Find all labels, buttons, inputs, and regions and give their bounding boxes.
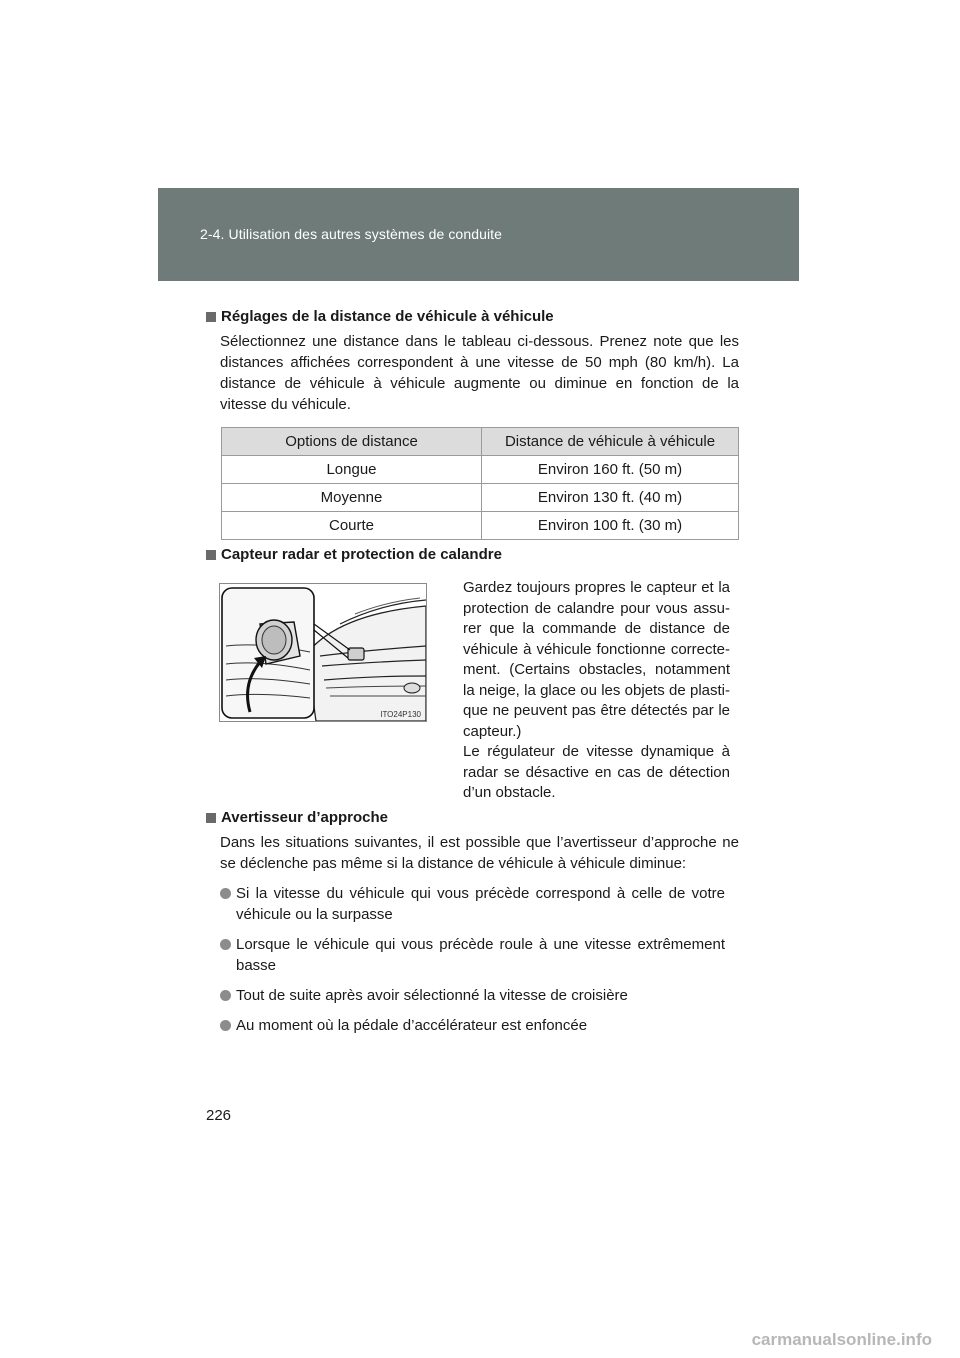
table-header-row: [222, 428, 739, 456]
table-cell: Courte: [222, 512, 482, 540]
table-header-cell: Distance de véhicule à véhicule: [482, 428, 739, 456]
circle-bullet-icon: [220, 939, 231, 950]
radar-sensor-paragraph: Le régulateur de vitesse dynamique à radar se désactive en cas de détection d’un obstacle.: [463, 743, 730, 801]
list-item: [220, 985, 739, 1006]
section-title-text: Capteur radar et protection de calandre: [221, 546, 502, 563]
square-bullet-icon: [206, 813, 216, 823]
section-radar-sensor: [206, 545, 739, 565]
list-item: [220, 883, 739, 925]
list-item-text: Lorsque le véhicule qui vous précède roule à une vitesse extrêmement basse: [236, 936, 725, 974]
radar-sensor-illustration: [219, 583, 427, 722]
list-item: [220, 934, 739, 976]
section-paragraph: Sélectionnez une distance dans le tableau ci-dessous. Prenez note que les distances affichées correspondent à une vitesse de 50 mph (80 km/h). La distance de véhicule à véhicule augmente ou diminue en fonction de la vitesse du véhicule.: [220, 333, 739, 413]
table-row: [222, 456, 739, 484]
section-approach-warning: [206, 808, 739, 1036]
car-front-radar-drawing: [220, 584, 426, 721]
watermark: carmanualsonline.info: [751, 1330, 932, 1349]
figure-code: ITO24P130: [380, 710, 421, 719]
circle-bullet-icon: [220, 888, 231, 899]
table-cell: Environ 160 ft. (50 m): [482, 456, 739, 484]
table-cell: Moyenne: [222, 484, 482, 512]
square-bullet-icon: [206, 550, 216, 560]
table-row: [222, 484, 739, 512]
table-cell: Longue: [222, 456, 482, 484]
square-bullet-icon: [206, 312, 216, 322]
page-number: 226: [206, 1107, 232, 1124]
radar-sensor-text: [463, 578, 730, 804]
distance-table: [221, 427, 739, 540]
section-header-band: [158, 188, 799, 281]
section-title: [206, 545, 739, 565]
radar-sensor-paragraph: Gardez toujours propres le capteur et la protection de calandre pour vous assu-rer que la commande de distance de véhicule à véhicule fonctionne correcte-ment. (Certains obstacles, notamment la neige, la glace ou les objets de plasti-que ne peuvent pas être détectés par le capteur.): [463, 579, 730, 740]
list-item-text: Tout de suite après avoir sélectionné la vitesse de croisière: [236, 987, 628, 1004]
circle-bullet-icon: [220, 1020, 231, 1031]
section-title-text: Réglages de la distance de véhicule à véhicule: [221, 308, 554, 325]
table-cell: Environ 130 ft. (40 m): [482, 484, 739, 512]
circle-bullet-icon: [220, 990, 231, 1001]
section-title: [206, 808, 739, 828]
table-header-cell: Options de distance: [222, 428, 482, 456]
section-header-title: 2-4. Utilisation des autres systèmes de conduite: [200, 226, 503, 242]
section-title: [206, 307, 739, 327]
list-item: [220, 1015, 739, 1036]
list-item-text: Au moment où la pédale d’accélérateur est enfoncée: [236, 1017, 588, 1034]
list-item-text: Si la vitesse du véhicule qui vous précède correspond à celle de votre véhicule ou la surpasse: [236, 885, 725, 923]
section-title-text: Avertisseur d’approche: [221, 809, 388, 826]
table-cell: Environ 100 ft. (30 m): [482, 512, 739, 540]
table-row: [222, 512, 739, 540]
section-paragraph: Dans les situations suivantes, il est possible que l’avertisseur d’approche ne se déclenche pas même si la distance de véhicule à véhicule diminue:: [220, 834, 739, 872]
section-distance-settings: [206, 307, 739, 415]
